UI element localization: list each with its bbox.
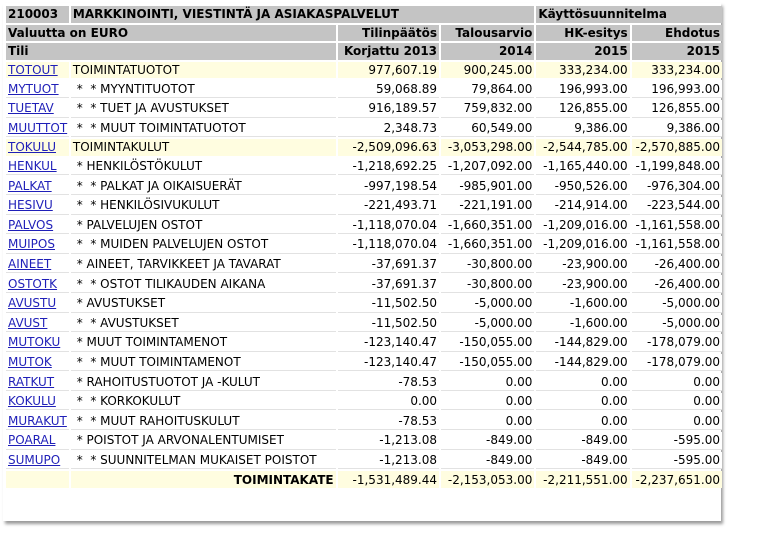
account-code-cell [6, 315, 69, 333]
amount-cell: -23,900.00 [536, 275, 629, 293]
amount-cell: -223,544.00 [632, 197, 722, 215]
account-code-link[interactable]: MUTOK [8, 354, 52, 369]
amount-cell: -178,079.00 [632, 334, 722, 352]
amount-cell: 0.00 [536, 412, 629, 430]
amount-cell: -123,140.47 [338, 354, 439, 372]
amount-cell: -1,213.08 [338, 452, 439, 470]
amount-cell: -1,209,016.00 [536, 236, 629, 254]
amount-cell: -30,800.00 [441, 275, 534, 293]
account-code-cell [6, 334, 69, 352]
amount-cell: -150,055.00 [441, 334, 534, 352]
amount-cell: -1,218,692.25 [338, 158, 439, 176]
table-row [6, 158, 722, 176]
table-row [6, 197, 722, 215]
account-name: TOIMINTAKULUT [71, 139, 336, 156]
amount-cell: -178,079.00 [632, 354, 722, 372]
amount-cell: 977,607.19 [338, 62, 439, 79]
table-row [6, 100, 722, 118]
amount-cell: 2,348.73 [338, 120, 439, 138]
amount-cell: -2,509,096.63 [338, 139, 439, 156]
amount-cell: 0.00 [441, 373, 534, 391]
amount-cell: -2,570,885.00 [632, 139, 722, 156]
header-row-columns [6, 25, 722, 42]
amount-cell: 0.00 [441, 393, 534, 411]
unit-code: 210003 [6, 6, 69, 23]
account-code-link[interactable]: AINEET [8, 257, 52, 272]
amount-cell: 333,234.00 [632, 62, 722, 79]
account-code-cell [6, 217, 69, 235]
table-row [6, 62, 722, 79]
account-name: * * MUIDEN PALVELUJEN OSTOT [71, 236, 336, 254]
account-name: * * SUUNNITELMAN MUKAISET POISTOT [71, 452, 336, 470]
table-row [6, 120, 722, 138]
account-name: * * MUUT TOIMINTAMENOT [71, 354, 336, 372]
amount-cell: -78.53 [338, 412, 439, 430]
unit-name: MARKKINOINTI, VIESTINTÄ JA ASIAKASPALVELUT [71, 6, 534, 23]
account-name: * RAHOITUSTUOTOT JA -KULUT [71, 373, 336, 391]
amount-cell: -1,600.00 [536, 295, 629, 313]
account-code-link[interactable]: TOKULU [8, 140, 56, 155]
amount-cell: 916,189.57 [338, 100, 439, 118]
account-code-link[interactable]: POARAL [8, 433, 56, 448]
amount-cell: -37,691.37 [338, 275, 439, 293]
account-code-link[interactable]: PALVOS [8, 217, 54, 232]
table-row [6, 373, 722, 391]
account-code-cell [6, 197, 69, 215]
column-sub-budget: 2014 [441, 43, 534, 60]
account-code-link[interactable]: TOTOUT [8, 63, 58, 78]
account-code-cell [6, 393, 69, 411]
table-row [6, 177, 722, 195]
account-code-cell [6, 452, 69, 470]
amount-cell: -1,199,848.00 [632, 158, 722, 176]
amount-cell: -1,161,558.00 [632, 236, 722, 254]
table-row [6, 295, 722, 313]
table-row [6, 139, 722, 156]
amount-cell: -5,000.00 [632, 315, 722, 333]
column-header-proposal: HK-esitys [536, 25, 629, 42]
account-code-link[interactable]: AVUSTU [8, 296, 57, 311]
total-value: -2,237,651.00 [632, 471, 722, 488]
amount-cell: 59,068.89 [338, 80, 439, 98]
account-name: * * MUUT RAHOITUSKULUT [71, 412, 336, 430]
account-code-link[interactable]: SUMUPO [8, 452, 61, 467]
account-code-link[interactable]: AVUST [8, 315, 48, 330]
amount-cell: 333,234.00 [536, 62, 629, 79]
amount-cell: -849.00 [441, 432, 534, 450]
amount-cell: -11,502.50 [338, 315, 439, 333]
amount-cell: -849.00 [441, 452, 534, 470]
table-row [6, 256, 722, 274]
account-code-link[interactable]: TUETAV [8, 101, 54, 116]
account-name: * HENKILÖSTÖKULUT [71, 158, 336, 176]
amount-cell: -849.00 [536, 452, 629, 470]
account-code-cell [6, 120, 69, 138]
table-body [6, 62, 722, 469]
amount-cell: -595.00 [632, 432, 722, 450]
account-code-cell [6, 354, 69, 372]
amount-cell: -1,165,440.00 [536, 158, 629, 176]
amount-cell: -123,140.47 [338, 334, 439, 352]
amount-cell: -11,502.50 [338, 295, 439, 313]
table-row [6, 80, 722, 98]
amount-cell: -595.00 [632, 452, 722, 470]
amount-cell: 9,386.00 [632, 120, 722, 138]
amount-cell: -37,691.37 [338, 256, 439, 274]
account-name: * MUUT TOIMINTAMENOT [71, 334, 336, 352]
amount-cell: 126,855.00 [632, 100, 722, 118]
table-row [6, 393, 722, 411]
table-row [6, 217, 722, 235]
account-code-cell [6, 158, 69, 176]
amount-cell: 79,864.00 [441, 80, 534, 98]
amount-cell: -1,209,016.00 [536, 217, 629, 235]
amount-cell: -5,000.00 [441, 315, 534, 333]
amount-cell: -950,526.00 [536, 177, 629, 195]
column-sub-suggestion: 2015 [632, 43, 722, 60]
account-code-cell [6, 432, 69, 450]
account-name: * * PALKAT JA OIKAISUERÄT [71, 177, 336, 195]
column-sub-proposal: 2015 [536, 43, 629, 60]
amount-cell: -1,660,351.00 [441, 236, 534, 254]
amount-cell: -78.53 [338, 373, 439, 391]
amount-cell: -1,660,351.00 [441, 217, 534, 235]
amount-cell: 196,993.00 [632, 80, 722, 98]
amount-cell: -221,191.00 [441, 197, 534, 215]
account-code-link[interactable]: RATKUT [8, 374, 55, 389]
account-name: * * HENKILÖSIVUKULUT [71, 197, 336, 215]
table-row [6, 412, 722, 430]
account-code-link[interactable]: HENKUL [8, 159, 57, 174]
account-name: * * MYYNTITUOTOT [71, 80, 336, 98]
account-code-cell [6, 275, 69, 293]
budget-report-panel [3, 3, 721, 521]
amount-cell: 0.00 [632, 373, 722, 391]
table-row [6, 354, 722, 372]
account-code-link[interactable]: MURAKUT [8, 413, 67, 428]
account-code-cell [6, 256, 69, 274]
amount-cell: -1,207,092.00 [441, 158, 534, 176]
column-header-suggestion: Ehdotus [632, 25, 722, 42]
account-code-link[interactable]: HESIVU [8, 198, 53, 213]
amount-cell: -997,198.54 [338, 177, 439, 195]
table-row [6, 452, 722, 470]
amount-cell: -1,118,070.04 [338, 217, 439, 235]
amount-cell: 0.00 [338, 393, 439, 411]
account-code-link[interactable]: MUUTTOT [8, 120, 68, 135]
total-label: TOIMINTAKATE [71, 471, 336, 488]
table-row [6, 315, 722, 333]
currency-label: Valuutta on EURO [6, 25, 336, 42]
account-label: Tili [6, 43, 336, 60]
total-row [6, 471, 722, 488]
account-name: * * AVUSTUKSET [71, 315, 336, 333]
amount-cell: -849.00 [536, 432, 629, 450]
amount-cell: -1,600.00 [536, 315, 629, 333]
amount-cell: 0.00 [536, 393, 629, 411]
amount-cell: -23,900.00 [536, 256, 629, 274]
amount-cell: -5,000.00 [632, 295, 722, 313]
account-code-cell [6, 295, 69, 313]
amount-cell: -1,213.08 [338, 432, 439, 450]
account-code-link[interactable]: MUTOKU [8, 335, 61, 350]
amount-cell: -3,053,298.00 [441, 139, 534, 156]
amount-cell: -985,901.00 [441, 177, 534, 195]
amount-cell: -5,000.00 [441, 295, 534, 313]
amount-cell: 0.00 [632, 393, 722, 411]
plan-label: Käyttösuunnitelma [536, 6, 722, 23]
account-code-link[interactable]: MYTUOT [8, 81, 59, 96]
amount-cell: -221,493.71 [338, 197, 439, 215]
amount-cell: -1,161,558.00 [632, 217, 722, 235]
account-code-cell [6, 236, 69, 254]
amount-cell: -26,400.00 [632, 256, 722, 274]
amount-cell: -144,829.00 [536, 334, 629, 352]
total-spacer [6, 471, 69, 488]
account-code-cell [6, 373, 69, 391]
amount-cell: 9,386.00 [536, 120, 629, 138]
account-code-cell [6, 80, 69, 98]
table-row [6, 236, 722, 254]
account-name: * POISTOT JA ARVONALENTUMISET [71, 432, 336, 450]
account-code-link[interactable]: OSTOTK [8, 276, 58, 291]
total-value: -2,211,551.00 [536, 471, 629, 488]
amount-cell: -214,914.00 [536, 197, 629, 215]
amount-cell: 0.00 [536, 373, 629, 391]
account-code-cell [6, 62, 69, 79]
amount-cell: -976,304.00 [632, 177, 722, 195]
total-value: -1,531,489.44 [338, 471, 439, 488]
column-header-budget: Talousarvio [441, 25, 534, 42]
amount-cell: 196,993.00 [536, 80, 629, 98]
table-row [6, 275, 722, 293]
column-header-actual: Tilinpäätös [338, 25, 439, 42]
account-code-cell [6, 139, 69, 156]
amount-cell: 900,245.00 [441, 62, 534, 79]
account-name: * AVUSTUKSET [71, 295, 336, 313]
account-code-cell [6, 412, 69, 430]
amount-cell: 60,549.00 [441, 120, 534, 138]
total-value: -2,153,053.00 [441, 471, 534, 488]
account-name: * * KORKOKULUT [71, 393, 336, 411]
account-code-cell [6, 177, 69, 195]
header-row-unit [6, 6, 722, 23]
account-name: * * TUET JA AVUSTUKSET [71, 100, 336, 118]
account-name: TOIMINTATUOTOT [71, 62, 336, 79]
amount-cell: 759,832.00 [441, 100, 534, 118]
amount-cell: 126,855.00 [536, 100, 629, 118]
account-code-link[interactable]: PALKAT [8, 178, 52, 193]
amount-cell: -1,118,070.04 [338, 236, 439, 254]
account-code-link[interactable]: MUIPOS [8, 237, 55, 252]
budget-table [4, 4, 724, 490]
account-code-cell [6, 100, 69, 118]
amount-cell: -2,544,785.00 [536, 139, 629, 156]
header-row-years [6, 43, 722, 60]
amount-cell: -30,800.00 [441, 256, 534, 274]
amount-cell: -144,829.00 [536, 354, 629, 372]
amount-cell: -150,055.00 [441, 354, 534, 372]
amount-cell: 0.00 [441, 412, 534, 430]
table-row [6, 334, 722, 352]
account-name: * AINEET, TARVIKKEET JA TAVARAT [71, 256, 336, 274]
account-name: * * MUUT TOIMINTATUOTOT [71, 120, 336, 138]
column-sub-actual: Korjattu 2013 [338, 43, 439, 60]
account-code-link[interactable]: KOKULU [8, 394, 56, 409]
amount-cell: -26,400.00 [632, 275, 722, 293]
table-row [6, 432, 722, 450]
amount-cell: 0.00 [632, 412, 722, 430]
account-name: * * OSTOT TILIKAUDEN AIKANA [71, 275, 336, 293]
account-name: * PALVELUJEN OSTOT [71, 217, 336, 235]
